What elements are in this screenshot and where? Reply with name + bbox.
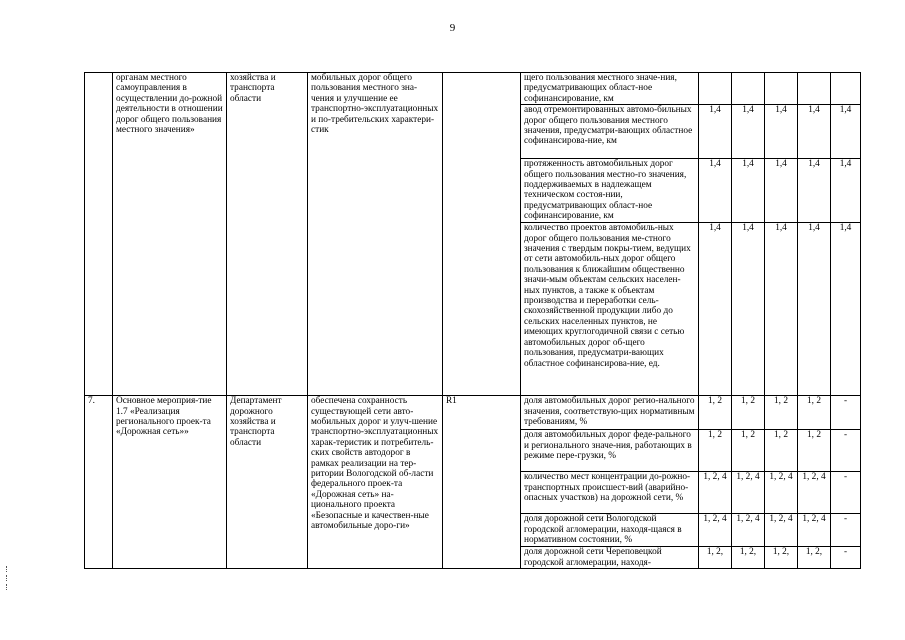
expected-result: мобильных дорог общего пользования местного зна-чения и улучшение ее транспортно-эксплуатационных и по-требительских характери-стик	[308, 73, 443, 396]
indicator-value: 1,4	[699, 223, 732, 396]
indicator-text: количество проектов автомобиль-ных дорог общего пользования ме-стного значения с твердым покры-тием, ведущих от сети автомобиль-ных дорог общего пользования к ближайшим общественно значи-мым объектам сельских населен-ных пунктов, а также к объектам производства и переработки сель-скохозяйственной продукции либо до сельских населенных пунктов, не имеющих круглогодичной связи с сетью автомобильных дорог об-щего пользования, предусматри-вающих областное софинансирова-ние, ед.	[521, 223, 699, 396]
indicator-value	[765, 73, 798, 105]
indicator-value	[732, 73, 765, 105]
indicator-value: 1, 2	[798, 396, 831, 430]
indicator-value: 1, 2	[765, 430, 798, 472]
indicator-value: -	[831, 514, 861, 547]
indicator-value: 1, 2, 4	[798, 514, 831, 547]
indicator-text: количество мест концентрации до-рожно-транспортных происшест-вий (аварийно-опасных участков) на дорожной сети, %	[521, 472, 699, 514]
indicator-value: 1, 2	[699, 430, 732, 472]
table-row	[85, 73, 861, 105]
indicator-value: 1,4	[831, 223, 861, 396]
scan-edge-marks	[6, 566, 12, 593]
indicator-value: 1, 2, 4	[765, 514, 798, 547]
indicator-value	[831, 73, 861, 105]
indicator-value: 1,4	[699, 105, 732, 159]
indicator-value: 1,4	[831, 105, 861, 159]
indicator-value: 1,4	[798, 223, 831, 396]
indicator-value: 1, 2,	[732, 547, 765, 569]
indicator-text: доля автомобильных дорог регио-нального значения, соответствую-щих нормативным требованиям, %	[521, 396, 699, 430]
measures-table	[84, 72, 861, 569]
scan-mark	[6, 584, 12, 590]
measure-name: органам местного самоуправления в осуществлении до-рожной деятельности в отношении дорог общего пользования местного значения»	[113, 73, 227, 396]
indicator-value: 1,4	[732, 105, 765, 159]
indicator-text: протяженность автомобильных дорог общего пользования местно-го значения, поддерживаемых в надлежащем техническом состоя-нии, предусматривающих област-ное софинансирование, км	[521, 159, 699, 223]
page-number: 9	[449, 22, 456, 34]
indicator-value: 1, 2, 4	[699, 472, 732, 514]
indicator-value: 1, 2, 4	[699, 514, 732, 547]
indicator-value: 1,4	[765, 105, 798, 159]
indicator-value: 1,4	[765, 223, 798, 396]
indicator-value: 1, 2, 4	[732, 472, 765, 514]
row-number	[85, 73, 113, 396]
indicator-value: 1, 2,	[798, 547, 831, 569]
indicator-text: доля дорожной сети Череповецкой городской агломерации, находя-	[521, 547, 699, 569]
indicator-value: 1, 2,	[765, 547, 798, 569]
project-code: R1	[443, 396, 521, 569]
measure-name: Основное мероприя-тие 1.7 «Реализация регионального проек-та «Дорожная сеть»»	[113, 396, 227, 569]
row-number: 7.	[85, 396, 113, 569]
indicator-text: авод отремонтированных автомо-бильных дорог общего пользования местного значения, предусматри-вающих областное софинансирова-ние, км	[521, 105, 699, 159]
indicator-value: 1, 2	[765, 396, 798, 430]
responsible-executor: хозяйства и транспорта области	[227, 73, 308, 396]
indicator-value: 1,4	[798, 159, 831, 223]
indicator-value: 1, 2, 4	[732, 514, 765, 547]
indicator-value: -	[831, 472, 861, 514]
indicator-text: доля дорожной сети Вологодской городской агломерации, находя-щаяся в нормативном состоянии, %	[521, 514, 699, 547]
indicator-value: 1,4	[732, 223, 765, 396]
indicator-value: -	[831, 430, 861, 472]
indicator-value: 1,4	[798, 105, 831, 159]
indicator-value: 1, 2	[732, 430, 765, 472]
expected-result: обеспечена сохранность существующей сети авто-мобильных дорог и улуч-шение транспортно-эксплуатационных харак-теристик и потребитель-ских свойств автодорог в рамках реализации на тер-ритории Вологодской об-ласти федерального проек-та «Дорожная сеть» на-ционального проекта «Безопасные и качествен-ные автомобильные доро-ги»	[308, 396, 443, 569]
table-row	[85, 396, 861, 430]
indicator-value: 1, 2	[699, 396, 732, 430]
indicator-value	[798, 73, 831, 105]
project-code	[443, 73, 521, 396]
indicator-text: щего пользования местного значе-ния, предусматривающих област-ное софинансирование, км	[521, 73, 699, 105]
scan-mark	[6, 575, 12, 581]
indicator-value: 1, 2,	[699, 547, 732, 569]
indicator-value: 1,4	[699, 159, 732, 223]
indicator-value: 1,4	[765, 159, 798, 223]
indicator-value: 1, 2, 4	[765, 472, 798, 514]
indicator-value: -	[831, 396, 861, 430]
indicator-value: 1, 2	[798, 430, 831, 472]
indicator-text: доля автомобильных дорог феде-рального и регионального значе-ния, работающих в режиме пере-грузки, %	[521, 430, 699, 472]
indicator-value: -	[831, 547, 861, 569]
indicator-value: 1,4	[831, 159, 861, 223]
responsible-executor: Департамент дорожного хозяйства и транспорта области	[227, 396, 308, 569]
indicator-value	[699, 73, 732, 105]
indicator-value: 1, 2, 4	[798, 472, 831, 514]
indicator-value: 1, 2	[732, 396, 765, 430]
indicator-value: 1,4	[732, 159, 765, 223]
scan-mark	[6, 566, 12, 572]
